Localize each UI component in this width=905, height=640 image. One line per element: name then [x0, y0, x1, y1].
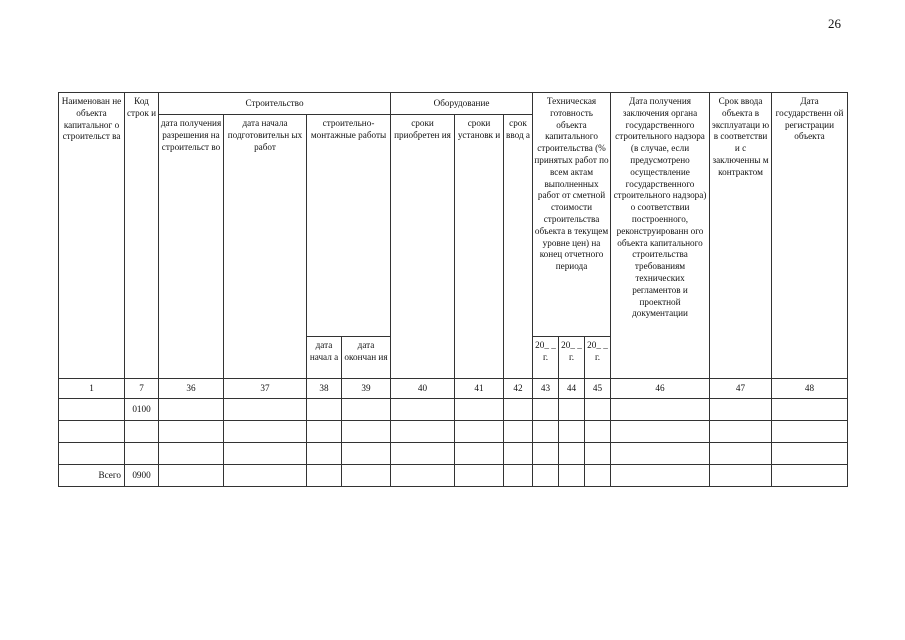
data-cell[interactable] — [772, 421, 848, 443]
header-prep-works-start: дата начала подготовительн ых работ — [224, 115, 307, 379]
data-cell[interactable] — [455, 465, 504, 487]
table-row — [59, 443, 848, 465]
data-cell[interactable] — [307, 443, 342, 465]
data-cell[interactable] — [533, 465, 559, 487]
table-row-total — [59, 465, 848, 487]
header-commissioning: срок ввод а — [504, 115, 533, 379]
data-cell[interactable] — [342, 399, 391, 421]
row-label — [59, 443, 125, 465]
data-cell[interactable] — [772, 443, 848, 465]
data-cell[interactable] — [504, 399, 533, 421]
data-cell[interactable] — [710, 465, 772, 487]
row-code — [125, 443, 159, 465]
data-cell[interactable] — [611, 421, 710, 443]
row-code — [125, 421, 159, 443]
data-cell[interactable] — [585, 421, 611, 443]
data-cell[interactable] — [559, 421, 585, 443]
header-purchase-terms: сроки приобретен ия — [391, 115, 455, 379]
data-cell[interactable] — [455, 399, 504, 421]
header-registration-date: Дата государственн ой регистрации объекта — [772, 93, 848, 379]
header-object-name: Наименован не объекта капитальног о строительст ва — [59, 93, 125, 379]
header-works-start: дата начал а — [307, 337, 342, 379]
data-cell[interactable] — [772, 465, 848, 487]
row-label — [59, 421, 125, 443]
header-technical-readiness: Техническая готовность объекта капитального строительства (% принятых работ по всем актам выполненных работ от сметной стоимости строительства объекта в текущем уровне цен) на конец отчетного периода — [533, 93, 611, 337]
row-code: 0100 — [125, 399, 159, 421]
data-cell[interactable] — [391, 465, 455, 487]
data-cell[interactable] — [559, 443, 585, 465]
header-construction: Строительство — [159, 93, 391, 115]
data-cell[interactable] — [585, 465, 611, 487]
data-cell[interactable] — [391, 421, 455, 443]
data-cell[interactable] — [224, 421, 307, 443]
data-cell[interactable] — [710, 421, 772, 443]
data-cell[interactable] — [159, 465, 224, 487]
column-number: 39 — [342, 379, 391, 399]
data-cell[interactable] — [585, 443, 611, 465]
data-cell[interactable] — [504, 443, 533, 465]
column-number: 42 — [504, 379, 533, 399]
column-number: 36 — [159, 379, 224, 399]
data-cell[interactable] — [533, 421, 559, 443]
data-cell[interactable] — [710, 443, 772, 465]
data-cell[interactable] — [559, 465, 585, 487]
data-cell[interactable] — [391, 443, 455, 465]
data-cell[interactable] — [611, 399, 710, 421]
row-label — [59, 399, 125, 421]
column-number: 47 — [710, 379, 772, 399]
column-number: 7 — [125, 379, 159, 399]
data-cell[interactable] — [559, 399, 585, 421]
column-number: 38 — [307, 379, 342, 399]
data-cell[interactable] — [159, 443, 224, 465]
row-label: Всего — [59, 465, 125, 487]
table-row — [59, 421, 848, 443]
data-cell[interactable] — [224, 443, 307, 465]
data-cell[interactable] — [611, 465, 710, 487]
header-year-3: 20_ _ г. — [585, 337, 611, 379]
data-cell[interactable] — [533, 443, 559, 465]
header-year-2: 20_ _ г. — [559, 337, 585, 379]
page-number: 26 — [828, 16, 841, 31]
column-number: 46 — [611, 379, 710, 399]
data-cell[interactable] — [611, 443, 710, 465]
data-cell[interactable] — [504, 421, 533, 443]
data-cell[interactable] — [455, 443, 504, 465]
data-cell[interactable] — [224, 399, 307, 421]
data-cell[interactable] — [455, 421, 504, 443]
header-commissioning-term: Срок ввода объекта в эксплуатаци ю в соответстви и с заключенны м контрактом — [710, 93, 772, 379]
column-number: 48 — [772, 379, 848, 399]
data-cell[interactable] — [391, 399, 455, 421]
row-code: 0900 — [125, 465, 159, 487]
data-cell[interactable] — [342, 443, 391, 465]
data-cell[interactable] — [585, 399, 611, 421]
column-number: 43 — [533, 379, 559, 399]
data-cell[interactable] — [159, 399, 224, 421]
column-number: 37 — [224, 379, 307, 399]
header-installation-works: строительно-монтажные работы — [307, 115, 391, 337]
table-row — [59, 399, 848, 421]
header-installation-terms: сроки установк и — [455, 115, 504, 379]
column-number: 44 — [559, 379, 585, 399]
data-cell[interactable] — [710, 399, 772, 421]
column-number: 41 — [455, 379, 504, 399]
data-cell[interactable] — [307, 465, 342, 487]
header-year-1: 20_ _ г. — [533, 337, 559, 379]
column-number: 1 — [59, 379, 125, 399]
report-table — [58, 92, 848, 487]
header-row-code: Код строк и — [125, 93, 159, 379]
data-cell[interactable] — [342, 465, 391, 487]
header-works-end: дата окончан ия — [342, 337, 391, 379]
header-equipment: Оборудование — [391, 93, 533, 115]
header-conclusion-date: Дата получения заключения органа государственного строительного надзора (в случае, если предусмотрено осуществление государственного строительного надзора) о соответствии построенного, реконструированн ого объекта капитального строительства требованиям технических регламентов и проектной документации — [611, 93, 710, 379]
data-cell[interactable] — [307, 399, 342, 421]
data-cell[interactable] — [342, 421, 391, 443]
data-cell[interactable] — [772, 399, 848, 421]
header-permit-date: дата получения разрешения на строительст во — [159, 115, 224, 379]
data-cell[interactable] — [533, 399, 559, 421]
column-number: 40 — [391, 379, 455, 399]
data-cell[interactable] — [224, 465, 307, 487]
data-cell[interactable] — [504, 465, 533, 487]
column-number: 45 — [585, 379, 611, 399]
data-cell[interactable] — [159, 421, 224, 443]
data-cell[interactable] — [307, 421, 342, 443]
